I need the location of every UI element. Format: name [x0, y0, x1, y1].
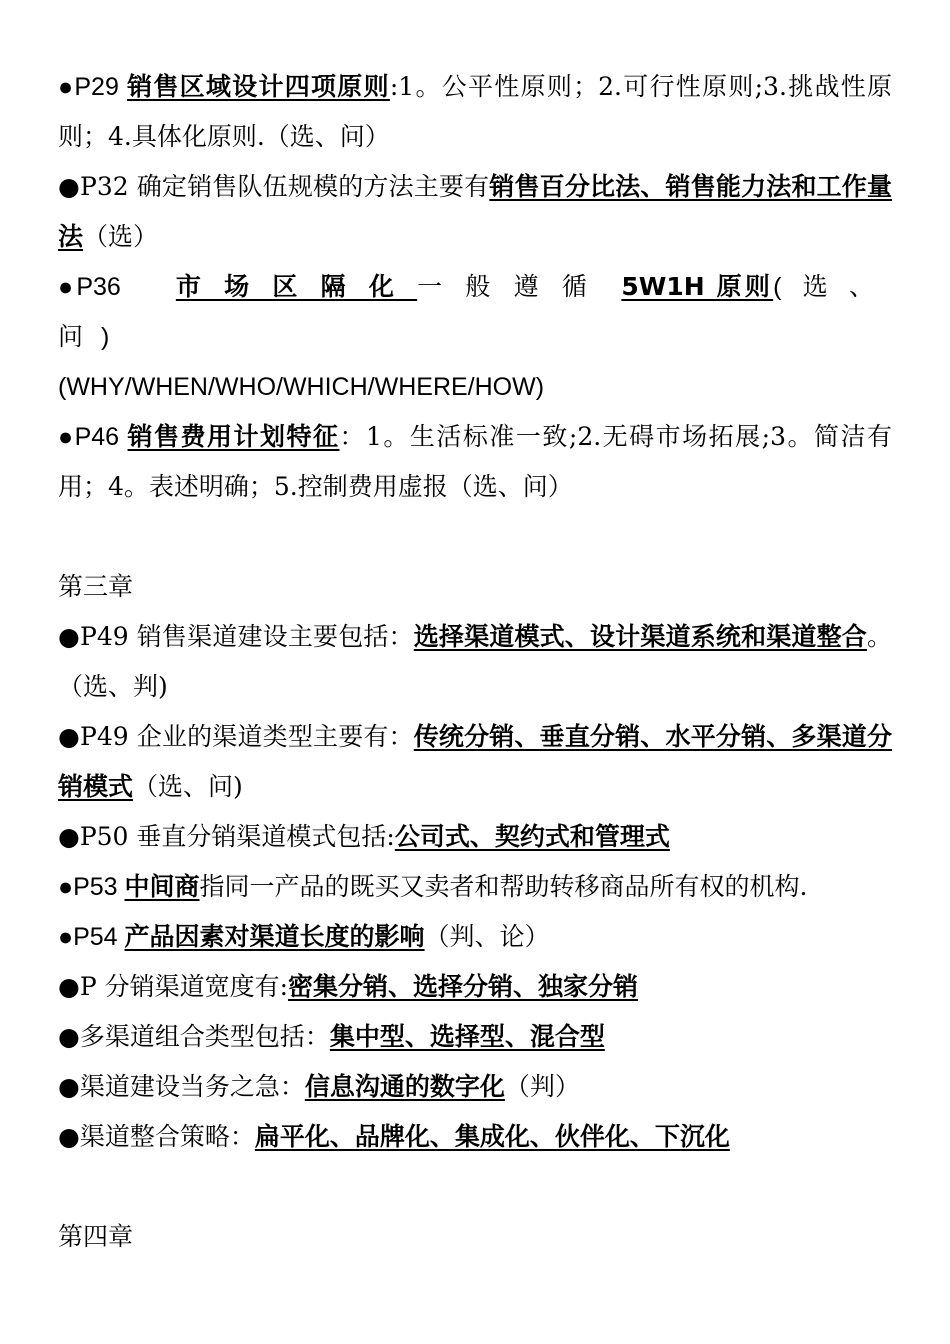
item-p29 [58, 62, 892, 162]
item-body: （选、问) [133, 772, 243, 801]
key-term: 集中型、选择型、混合型 [329, 1022, 605, 1051]
item-p50 [58, 812, 892, 862]
item-body: 指同一产品的既买又卖者和帮助转移商品所有权的机构. [199, 872, 808, 901]
item-p46 [58, 412, 892, 512]
key-term: 公司式、契约式和管理式 [394, 822, 670, 851]
item-body: :1。公平性原则；2.可行性原则;3.挑战性原则；4.具体化原则.（选、问） [58, 72, 892, 151]
item-p36 [58, 262, 892, 412]
document-page [58, 62, 892, 1262]
item-p53 [58, 862, 892, 912]
chapter-heading: 第三章 [58, 572, 134, 601]
item-prefix: ●P29 [58, 73, 128, 101]
item-body: （判） [504, 1072, 580, 1101]
item-prefix: ●P49 销售渠道建设主要包括： [58, 622, 414, 651]
item-channel-width [58, 962, 892, 1012]
key-term: 传统分销、垂直分销、水平分销、多渠道分销模式 [58, 722, 892, 801]
item-prefix: ●P50 垂直分销渠道模式包括: [58, 822, 395, 851]
key-term: 市场区隔化 [175, 272, 418, 301]
key-term: 销售百分比法、销售能力法和工作量法 [58, 172, 892, 251]
item-multichannel-types [58, 1012, 892, 1062]
item-prefix: ●P32 确定销售队伍规模的方法主要有 [58, 172, 490, 201]
chapter-heading: 第四章 [58, 1222, 134, 1251]
item-body: 。（选、判) [58, 622, 892, 701]
item-p32 [58, 162, 892, 262]
item-prefix: ●多渠道组合类型包括： [58, 1022, 330, 1051]
item-body: ：1。生活标准一致;2.无碍市场拓展;3。简洁有用；4。表述明确；5.控制费用虚报（选、问） [58, 422, 892, 501]
item-extra: (WHY/WHEN/WHO/WHICH/WHERE/HOW) [58, 373, 545, 401]
item-channel-strategy [58, 1112, 892, 1162]
item-prefix: ●P 分销渠道宽度有: [58, 972, 289, 1001]
blank-line [58, 1162, 892, 1212]
item-prefix: ●P36 [58, 273, 132, 301]
item-note: (选、问) [58, 273, 892, 351]
key-term: 销售区域设计四项原则 [127, 72, 390, 101]
item-body: （选） [83, 222, 159, 251]
item-prefix: ●P53 [58, 873, 125, 901]
item-body: （判、论） [424, 922, 550, 951]
item-channel-priority [58, 1062, 892, 1112]
key-term: 中间商 [124, 872, 200, 901]
key-term: 产品因素对渠道长度的影响 [124, 922, 425, 951]
key-term: 扁平化、品牌化、集成化、伙伴化、下沉化 [254, 1122, 730, 1151]
item-prefix: ●渠道整合策略： [58, 1122, 255, 1151]
item-p49-a [58, 612, 892, 712]
item-prefix: ●渠道建设当务之急： [58, 1072, 305, 1101]
blank-line [58, 512, 892, 562]
item-prefix: ●P46 [58, 423, 128, 451]
key-term-2: 5W1H 原则 [621, 272, 774, 301]
item-prefix: ●P54 [58, 923, 125, 951]
key-term: 信息沟通的数字化 [304, 1072, 505, 1101]
item-prefix: ●P49 企业的渠道类型主要有： [58, 722, 414, 751]
key-term: 密集分销、选择分销、独家分销 [288, 972, 639, 1001]
item-p49-b [58, 712, 892, 812]
key-term: 选择渠道模式、设计渠道系统和渠道整合 [413, 622, 867, 651]
item-p54 [58, 912, 892, 962]
key-term: 销售费用计划特征 [127, 422, 340, 451]
item-body: 一般遵循 [417, 272, 611, 301]
